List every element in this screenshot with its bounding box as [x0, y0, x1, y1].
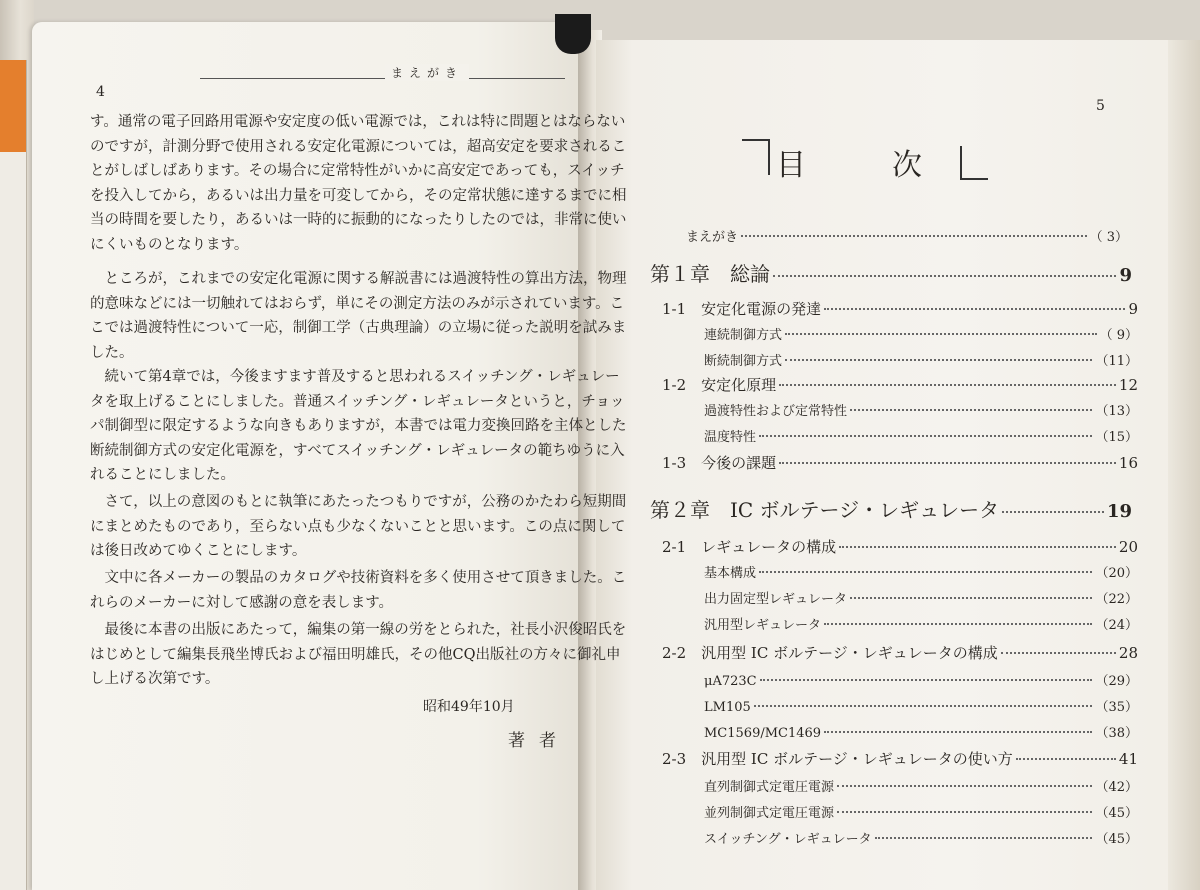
toc-entry-page: 28 — [1118, 644, 1138, 662]
toc-entry-page: 12 — [1118, 376, 1138, 394]
toc-entry — [704, 426, 1138, 445]
preface-line: パ制御型に限定するような向きもありますが，本書では電力変換回路を主体とした — [90, 418, 627, 434]
header-title: まえがき — [385, 64, 469, 81]
preface-line: 的意味などには一切触れてはおらず，単にその測定方法のみが示されています。こ — [90, 295, 625, 312]
toc-entry-label: 1-3 今後の課題 — [662, 454, 777, 472]
toc-entry-page: 9 — [1119, 265, 1132, 286]
preface-line: れらのメーカーに対して感謝の意を表します。 — [90, 594, 394, 611]
preface-line: は後日改めてゆくことにします。 — [90, 543, 307, 559]
preface-line: はじめとして編集長飛坐博氏および福田明雄氏，その他CQ出版社の方々に御礼申 — [90, 646, 621, 663]
toc-entry-page: （29） — [1095, 674, 1138, 689]
toc-entry — [704, 400, 1138, 419]
toc-entry — [662, 536, 1138, 557]
toc-entry — [704, 828, 1138, 847]
toc-entry-label: 並列制御式定電圧電源 — [704, 806, 835, 821]
toc-leader-dots — [850, 597, 1092, 599]
preface-line: 続いて第4章では，今後ますます普及すると思われるスイッチング・レギュレー — [90, 369, 620, 385]
toc-entry-page: （42） — [1095, 780, 1138, 795]
toc-entry-label: MC1569/MC1469 — [704, 726, 822, 741]
preface-line: タを取上げることにしました。普通スイッチング・レギュレータというと，チョッ — [90, 393, 625, 410]
toc-leader-dots — [754, 705, 1093, 707]
toc-entry-label: スイッチング・レギュレータ — [704, 832, 872, 847]
toc-entry-label: 連続制御方式 — [704, 328, 783, 343]
header-rule — [200, 78, 565, 79]
toc-leader-dots — [773, 275, 1116, 277]
preface-line: にまとめたものであり，至らない点も少なくないことと思います。この点に関して — [90, 518, 626, 535]
bookmark-ribbon — [555, 14, 591, 54]
toc-leader-dots — [837, 811, 1092, 813]
toc-entry-label: 断続制御方式 — [704, 354, 783, 369]
toc-entry-page: 41 — [1118, 750, 1138, 768]
toc-entry-page: （20） — [1095, 566, 1138, 581]
page-number-left: 4 — [96, 84, 105, 100]
toc-leader-dots — [785, 333, 1097, 335]
toc-entry — [704, 588, 1138, 607]
toc-leader-dots — [785, 359, 1092, 361]
preface-line: を投入してから，あるいは出力量を可変してから，その定常状態に達するまでに相 — [90, 187, 627, 204]
toc-entry-label: 温度特性 — [704, 430, 757, 445]
toc-entry-page: （38） — [1095, 726, 1138, 741]
preface-line: す。通常の電子回路用電源や安定度の低い電源では，これは特に問題とはならない — [90, 114, 626, 130]
preface-line: 文中に各メーカーの製品のカタログや技術資料を多く使用させて頂きました。こ — [90, 570, 627, 586]
toc-entry-page: （13） — [1095, 404, 1138, 419]
toc-entry — [662, 298, 1138, 319]
toc-entry-label: 2-2 汎用型 IC ボルテージ・レギュレータの構成 — [662, 644, 998, 662]
adjacent-book — [0, 60, 27, 890]
toc-entry — [704, 614, 1138, 633]
toc-leader-dots — [850, 409, 1092, 411]
toc-entry — [704, 722, 1138, 741]
toc-entry-page: 20 — [1118, 538, 1138, 556]
toc-entry-label: 汎用型レギュレータ — [704, 618, 822, 633]
toc-entry-label: μA723C — [704, 674, 757, 689]
title-bracket-left — [742, 139, 770, 175]
preface-line: 当の時間を要したり，あるいは一時的に振動的になったりしたのでは，非常に使い — [90, 212, 627, 228]
preface-line: のですが，計測分野で使用される安定化電源については，超高安定を要求されるこ — [90, 138, 627, 155]
toc-entry — [662, 452, 1138, 473]
preface-date: 昭和49年10月 — [423, 699, 515, 715]
toc-title: 目次 — [776, 148, 1008, 183]
toc-entry-page: （45） — [1095, 832, 1138, 847]
toc-leader-dots — [875, 837, 1093, 839]
preface-line: こでは過渡特性について一応，制御工学（古典理論）の立場に従った説明を試みま — [90, 320, 627, 336]
preface-author: 著者 — [508, 731, 570, 751]
toc-entry-page: 16 — [1118, 454, 1138, 472]
toc-entry-page: （45） — [1095, 806, 1138, 821]
preface-line: ところが，これまでの安定化電源に関する解説書には過渡特性の算出方法，物理 — [90, 271, 627, 287]
toc-entry — [650, 258, 1132, 287]
toc-leader-dots — [824, 308, 1125, 310]
toc-entry-label: 第１章 総論 — [650, 262, 770, 286]
toc-entry-label: 1-2 安定化原理 — [662, 376, 777, 394]
toc-entry — [662, 374, 1138, 395]
toc-entry — [704, 802, 1138, 821]
toc-leader-dots — [1001, 652, 1116, 654]
toc-entry-label: 基本構成 — [704, 566, 757, 581]
preface-line: とがしばしばあります。その場合に定常特性がいかに高安定であっても，スイッチ — [90, 163, 625, 179]
toc-entry-label: まえがき — [686, 230, 739, 245]
toc-entry-page: 9 — [1128, 300, 1138, 318]
preface-line: さて，以上の意図のもとに執筆にあたったつもりですが，公務のかたわら短期間 — [90, 494, 627, 510]
toc-entry — [704, 562, 1138, 581]
toc-entry-page: （11） — [1095, 354, 1138, 369]
toc-leader-dots — [779, 462, 1116, 464]
toc-entry-page: （24） — [1095, 618, 1138, 633]
toc-entry — [662, 642, 1138, 663]
toc-entry — [686, 226, 1128, 245]
toc-leader-dots — [824, 731, 1092, 733]
toc-entry-page: 19 — [1106, 501, 1132, 522]
toc-entry-label: 2-3 汎用型 IC ボルテージ・レギュレータの使い方 — [662, 750, 1013, 768]
toc-leader-dots — [759, 435, 1092, 437]
toc-leader-dots — [839, 546, 1116, 548]
toc-entry — [704, 670, 1138, 689]
toc-entry-label: 第２章 IC ボルテージ・レギュレータ — [650, 498, 1000, 522]
page-number-right: 5 — [1096, 98, 1105, 114]
right-page-edge — [1168, 40, 1200, 890]
toc-entry-page: （15） — [1095, 430, 1138, 445]
toc-entry — [704, 696, 1138, 715]
toc-leader-dots — [824, 623, 1092, 625]
toc-entry-label: 1-1 安定化電源の発達 — [662, 300, 822, 318]
toc-entry-page: （22） — [1095, 592, 1138, 607]
preface-line: し上げる次第です。 — [90, 671, 220, 687]
toc-entry-label: 直列制御式定電圧電源 — [704, 780, 835, 795]
preface-line: した。 — [90, 344, 134, 361]
title-bracket-right — [960, 146, 988, 180]
toc-entry — [704, 776, 1138, 795]
toc-leader-dots — [741, 235, 1087, 237]
toc-entry — [704, 350, 1138, 369]
toc-entry-page: （ 9） — [1099, 328, 1138, 343]
toc-entry — [650, 494, 1132, 523]
toc-entry-label: LM105 — [704, 700, 751, 715]
toc-leader-dots — [779, 384, 1116, 386]
toc-leader-dots — [1002, 511, 1104, 513]
toc-leader-dots — [759, 571, 1092, 573]
toc-leader-dots — [760, 679, 1093, 681]
toc-entry-page: （ 3） — [1089, 230, 1128, 245]
toc-leader-dots — [837, 785, 1092, 787]
toc-entry — [662, 748, 1138, 769]
preface-line: にくいものとなります。 — [90, 236, 249, 253]
toc-leader-dots — [1016, 758, 1116, 760]
preface-line: 断続制御方式の安定化電源を，すべてスイッチング・レギュレータの範ちゆうに入 — [90, 442, 625, 459]
toc-entry-label: 過渡特性および定常特性 — [704, 404, 848, 419]
toc-entry-label: 2-1 レギュレータの構成 — [662, 538, 837, 556]
preface-line: 最後に本書の出版にあたって，編集の第一線の労をとられた，社長小沢俊昭氏を — [90, 622, 627, 638]
adjacent-book-cover — [0, 60, 26, 152]
preface-line: れることにしました。 — [90, 467, 235, 483]
toc-entry-page: （35） — [1095, 700, 1138, 715]
toc-entry — [704, 324, 1138, 343]
toc-entry-label: 出力固定型レギュレータ — [704, 592, 848, 607]
